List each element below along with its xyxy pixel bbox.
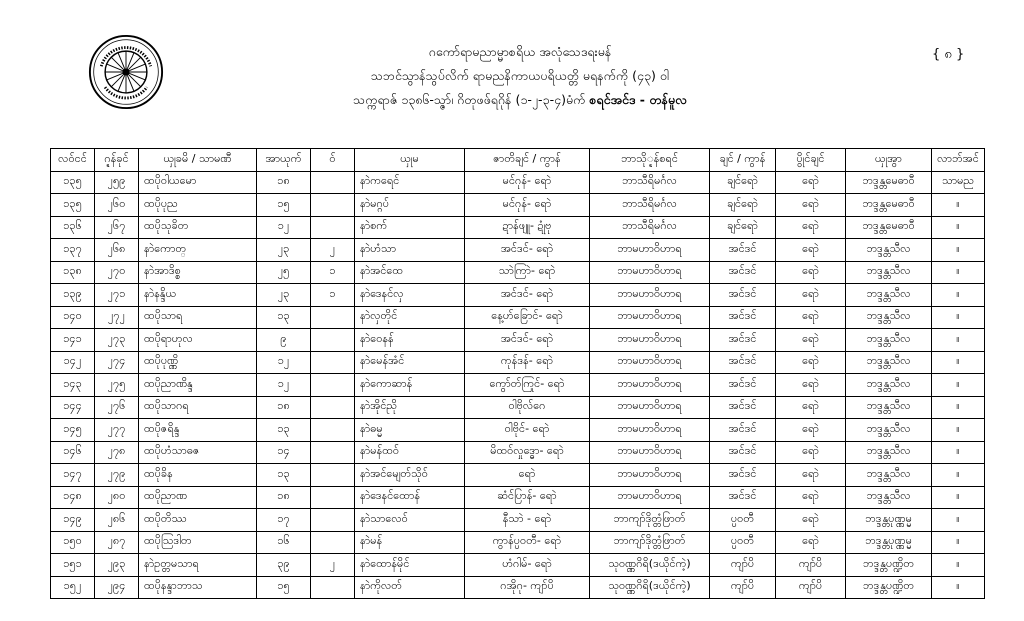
table-cell: ရောဲ <box>776 441 846 464</box>
table-cell: အင်ဒင်- ရောဲ <box>465 239 590 262</box>
table-cell: ရောဲ <box>776 351 846 374</box>
table-cell: ။ <box>932 306 985 329</box>
column-header: ဘာသို္ဍန်စရင် <box>590 149 710 172</box>
table-cell: ဝါဗိုလ်ဂေ <box>465 396 590 419</box>
table-cell: ရောဲ <box>776 486 846 509</box>
table-cell: ထပိုခိန <box>139 464 257 487</box>
table-cell: နာဲထောန်မိုင် <box>355 554 465 577</box>
table-cell: ရောဲ <box>776 306 846 329</box>
table-cell: အင်ဒင် <box>710 239 776 262</box>
table-cell: နာဲမေန်အံင် <box>355 351 465 374</box>
table-cell: ဘဒ္ဒန္တသီလ <box>846 486 932 509</box>
column-header: လာဘ်အင် <box>932 149 985 172</box>
table-cell: ထပိုသြဒါတ <box>139 531 257 554</box>
table-cell: ဘဒ္ဒန္တသီလ <box>846 419 932 442</box>
table-cell: ဘဒ္ဒန္တပဏ္ဍိတ <box>846 576 932 599</box>
table-cell: ရောဲ <box>776 329 846 352</box>
table-cell: ဘာမဟာဝိဟာရ <box>590 351 710 374</box>
table-cell: ။ <box>932 329 985 352</box>
table-cell: ၁၂ <box>257 351 311 374</box>
table-cell: သာမည <box>932 171 985 194</box>
table-cell: ။ <box>932 531 985 554</box>
table-cell: ဘဒ္ဒန္တမေဓာဝီ <box>846 194 932 217</box>
table-cell: ၁၇ <box>257 509 311 532</box>
column-header: ယှုခမိ / သာမဏီ <box>139 149 257 172</box>
table-row <box>51 509 985 532</box>
table-cell: ဘာမဟာဝိဟာရ <box>590 486 710 509</box>
table-cell: ၁၅၂ <box>51 576 95 599</box>
table-cell: ၁၃ <box>257 419 311 442</box>
table-cell: ဘာသီရိမင်္ဂလ <box>590 216 710 239</box>
table-row <box>51 216 985 239</box>
table-cell: ၁၃၉ <box>51 284 95 307</box>
table-cell: ၂၇၉ <box>95 464 139 487</box>
table-cell: နာဲဓမ္မ <box>355 419 465 442</box>
table-cell: ၁၅ <box>257 576 311 599</box>
table-cell: ။ <box>932 239 985 262</box>
table-cell: နာဲကရေင် <box>355 171 465 194</box>
table-cell: ။ <box>932 216 985 239</box>
table-cell: ဘဒ္ဒန္တသီလ <box>846 329 932 352</box>
table-cell: ဘာမဟာဝိဟာရ <box>590 261 710 284</box>
table-cell: ၂၇၆ <box>95 396 139 419</box>
table-cell: ရောဲ <box>776 374 846 397</box>
table-cell: နာဲဟံသာ <box>355 239 465 262</box>
table-cell: ၁၈ <box>257 486 311 509</box>
table-cell: ၁၃၅ <box>51 194 95 217</box>
table-cell: ဝါဗိုင်- ရောဲ <box>465 419 590 442</box>
column-header: ယှုမ <box>355 149 465 172</box>
table-cell: အင်ဒင် <box>710 419 776 442</box>
table-row <box>51 194 985 217</box>
table-cell <box>311 306 355 329</box>
table-cell: အင်ဒင် <box>710 486 776 509</box>
table-row <box>51 284 985 307</box>
table-cell: ဘာမဟာဝိဟာရ <box>590 306 710 329</box>
table-cell: ထပိုပုည <box>139 194 257 217</box>
table-cell: ဂအိုဂု- ကျာ်ပိ <box>465 576 590 599</box>
table-cell: ရောဲ <box>776 396 846 419</box>
page-number: { ၈ } <box>932 47 965 62</box>
table-cell: ၁၃ <box>257 464 311 487</box>
table-cell: ရောဲ <box>776 194 846 217</box>
table-cell: ။ <box>932 509 985 532</box>
table-cell: နာဲကောဆာန် <box>355 374 465 397</box>
table-row <box>51 351 985 374</box>
table-cell: ၂၇၈ <box>95 441 139 464</box>
table-cell: ဍာန်ဖျူ- ဍုံဗု <box>465 216 590 239</box>
table-cell: ၂၇၂ <box>95 306 139 329</box>
table-cell: ၂၇၇ <box>95 419 139 442</box>
table-cell: ကျာ်ပိ <box>776 554 846 577</box>
table-cell: ဘာမဟာဝိဟာရ <box>590 419 710 442</box>
table-cell: ၂၆၇ <box>95 216 139 239</box>
table-cell: ၂၇၁ <box>95 284 139 307</box>
table-cell: ၁၂ <box>257 216 311 239</box>
table-cell: နာဲကိုလတ် <box>355 576 465 599</box>
table-cell: ရောဲ <box>776 509 846 532</box>
table-cell: ၁၄၇ <box>51 464 95 487</box>
table-row <box>51 464 985 487</box>
table-cell: ရောဲ <box>776 171 846 194</box>
table-cell: အင်ဒင် <box>710 374 776 397</box>
table-cell <box>311 374 355 397</box>
table-cell: အင်ဒင်- ရောဲ <box>465 329 590 352</box>
table-cell: ထပိုသုခိတ <box>139 216 257 239</box>
table-cell: အင်ဒင်- ရောဲ <box>465 284 590 307</box>
table-cell: နာဲမန်ထဝ် <box>355 441 465 464</box>
table-cell: နာဲသာလေဝ် <box>355 509 465 532</box>
table-header-row <box>51 149 985 172</box>
table-cell: ၁၄၄ <box>51 396 95 419</box>
table-cell: ၁၃၆ <box>51 216 95 239</box>
seal-spoke <box>129 57 141 69</box>
column-header: ဇာတိချင် / ကွာန် <box>465 149 590 172</box>
table-cell: ကွော်တ်ကြုင်- ရောဲ <box>465 374 590 397</box>
table-cell: ၁ <box>311 261 355 284</box>
dharma-wheel-seal-icon <box>88 34 164 110</box>
table-cell: ဘာကျာ်ဒိုတ္တံဖြာတ် <box>590 531 710 554</box>
table-cell: ရောဲ <box>776 216 846 239</box>
register-table <box>50 148 985 599</box>
table-cell: ထပိုရာဟုလ <box>139 329 257 352</box>
table-cell: ထပိုနန္ဒာဘာသ <box>139 576 257 599</box>
table-cell: ကျာ်ပိ <box>710 554 776 577</box>
table-cell <box>311 329 355 352</box>
seal-spoke <box>127 53 134 69</box>
table-cell: ဘာမဟာဝိဟာရ <box>590 239 710 262</box>
table-cell: ဘာမဟာဝိဟာရ <box>590 329 710 352</box>
table-cell: အင်ဒင် <box>710 464 776 487</box>
table-cell <box>311 216 355 239</box>
table-cell: ဘာကျာ်ဒိုတ္တံဖြာတ် <box>590 509 710 532</box>
table-cell: ၁၅၁ <box>51 554 95 577</box>
table-cell: အင်ဒင် <box>710 441 776 464</box>
table-cell: ။ <box>932 374 985 397</box>
table-cell: ၂၇၃ <box>95 329 139 352</box>
seal-spoke <box>127 76 134 92</box>
table-cell: သုဝဏ္ဏဂိရိ(ဒယိုင်ကဲ့) <box>590 576 710 599</box>
table-cell: ဘာသီရိမင်္ဂလ <box>590 194 710 217</box>
table-cell: ဘဒ္ဒန္တပဏ္ဍိတ <box>846 554 932 577</box>
table-cell: ၁၈ <box>257 171 311 194</box>
header-line-3 <box>200 88 840 112</box>
table-cell: သာဲကြာဲ- ရောဲ <box>465 261 590 284</box>
table-cell: ဘဒ္ဒန္တသီလ <box>846 306 932 329</box>
table-cell: ဘဒ္ဒန္တသီလ <box>846 396 932 419</box>
table-cell: ၂၉၃ <box>95 554 139 577</box>
table-row <box>51 486 985 509</box>
table-cell <box>311 464 355 487</box>
table-cell: ၂၅ <box>257 261 311 284</box>
table-cell: ၂၇၅ <box>95 374 139 397</box>
table-cell: ဘဒ္ဒန္တမေဓာဝီ <box>846 216 932 239</box>
column-header: ဂ္ဍန်ခုင် <box>95 149 139 172</box>
table-row <box>51 374 985 397</box>
table-row <box>51 554 985 577</box>
seal-spoke <box>129 75 141 87</box>
table-cell: ။ <box>932 554 985 577</box>
table-cell: မိထဝ်လှုဒ္ဓော- ရောဲ <box>465 441 590 464</box>
table-cell <box>311 531 355 554</box>
table-cell: အင်ဒင် <box>710 306 776 329</box>
seal-spoke <box>130 64 146 71</box>
table-cell: ထပိုတိဿ <box>139 509 257 532</box>
table-cell: သုဝဏ္ဏဂိရိ(ဒယိုင်ကဲ့) <box>590 554 710 577</box>
table-cell: ဘာမဟာဝိဟာရ <box>590 374 710 397</box>
table-cell <box>311 194 355 217</box>
table-row <box>51 441 985 464</box>
table-cell: ထပိုဇရိန္ဒ <box>139 419 257 442</box>
table-cell: ၁၅၀ <box>51 531 95 554</box>
table-cell: ၁၆ <box>257 531 311 554</box>
table-cell: ဘဒ္ဒန္တသီလ <box>846 239 932 262</box>
table-cell: ထပိုသာရ <box>139 306 257 329</box>
table-cell: ကွာန်ပ္ပဝတီ- ရောဲ <box>465 531 590 554</box>
table-cell: ။ <box>932 486 985 509</box>
table-cell: နာဲကောတ္ <box>139 239 257 262</box>
table-cell: ၁၂ <box>257 374 311 397</box>
table-cell: ၂၆၈ <box>95 239 139 262</box>
table-cell: ထပိုပုဏ္ဏိ <box>139 351 257 374</box>
table-cell: ချင်ရောဲ <box>710 194 776 217</box>
table-cell: ဘဒ္ဒန္တသီလ <box>846 351 932 374</box>
table-cell: ဘာမဟာဝိဟာရ <box>590 441 710 464</box>
table-cell: ဟံဂါမ်- ရောဲ <box>465 554 590 577</box>
table-cell: ။ <box>932 464 985 487</box>
seal-spoke <box>111 75 123 87</box>
table-cell: ဘာမဟာဝိဟာရ <box>590 464 710 487</box>
seal-spoke <box>130 73 146 80</box>
table-cell: နာဲအိုင်ညို <box>355 396 465 419</box>
table-row <box>51 239 985 262</box>
table-cell: ၂၈၆ <box>95 509 139 532</box>
table-cell: ။ <box>932 419 985 442</box>
document-header <box>200 40 840 112</box>
table-cell: ဘဒ္ဒန္တပုဏ္ဏမ္မ <box>846 509 932 532</box>
table-cell: ထပိုဝါယမော <box>139 171 257 194</box>
table-cell: ၁၄၁ <box>51 329 95 352</box>
table-cell: နာဲအာဒိစ္စ <box>139 261 257 284</box>
table-cell: ရောဲ <box>776 261 846 284</box>
table-cell: ထပိုညာဏ <box>139 486 257 509</box>
table-cell <box>311 509 355 532</box>
table-cell: ၁၃၈ <box>51 261 95 284</box>
table-cell: ချင်ရောဲ <box>710 171 776 194</box>
table-row <box>51 306 985 329</box>
table-cell <box>311 486 355 509</box>
seal-spoke <box>107 64 123 71</box>
header-line-3-bold: စရင်အင်ဒ - တန်မူလ <box>589 92 687 107</box>
table-cell: အင်ဒင် <box>710 284 776 307</box>
table-cell: နာဲအင်ထေ <box>355 261 465 284</box>
table-cell: အင်ဒင် <box>710 261 776 284</box>
table-cell: ကုန်ဒန်- ရောဲ <box>465 351 590 374</box>
table-cell: ၁၈ <box>257 396 311 419</box>
seal-spoke <box>118 53 125 69</box>
table-cell: ။ <box>932 441 985 464</box>
table-cell: ။ <box>932 396 985 419</box>
column-header: ပွိုင်ချင် <box>776 149 846 172</box>
table-cell: နာဲဥတ္တမသာရ <box>139 554 257 577</box>
table-cell: ၁၄၉ <box>51 509 95 532</box>
table-cell: နာဲမဂ္ဂပ် <box>355 194 465 217</box>
table-cell: ၂၈၀ <box>95 486 139 509</box>
table-cell: ၁၃ <box>257 306 311 329</box>
table-cell: နာဲအင်မျေတ်သိုဝ် <box>355 464 465 487</box>
table-cell <box>311 419 355 442</box>
table-row <box>51 329 985 352</box>
table-cell <box>311 171 355 194</box>
table-cell: ရောဲ <box>465 464 590 487</box>
table-cell: ဘဒ္ဒန္တပုဏ္ဏမ္မ <box>846 531 932 554</box>
table-cell: ဘဒ္ဒန္တသီလ <box>846 374 932 397</box>
table-cell: နာဲမန် <box>355 531 465 554</box>
table-cell: ၂၃ <box>257 239 311 262</box>
table-row <box>51 171 985 194</box>
seal-spoke <box>118 76 125 92</box>
table-cell: မင်ဂုန်- ရောဲ <box>465 171 590 194</box>
table-cell: ၁၄၆ <box>51 441 95 464</box>
table-cell: ရောဲ <box>776 284 846 307</box>
table-cell: ဘာမဟာဝိဟာရ <box>590 284 710 307</box>
table-cell: နာဲဒေနင်ထောန် <box>355 486 465 509</box>
table-cell: ၂၆၀ <box>95 194 139 217</box>
table-cell: ၁၄၂ <box>51 351 95 374</box>
table-cell: ၁၄၀ <box>51 306 95 329</box>
table-cell: ရောဲ <box>776 419 846 442</box>
table-cell: ကျာ်ပိ <box>776 576 846 599</box>
table-cell: ပ္ပဝတီ <box>710 531 776 554</box>
table-row <box>51 531 985 554</box>
table-cell: ဘဒ္ဒန္တသီလ <box>846 441 932 464</box>
table-cell: ဆံင်ပြာန်- ရောဲ <box>465 486 590 509</box>
column-header: လဝ်ငင် <box>51 149 95 172</box>
table-cell: ။ <box>932 261 985 284</box>
table-cell: ရောဲ <box>776 531 846 554</box>
table-cell <box>311 351 355 374</box>
column-header: ယှုအွာ <box>846 149 932 172</box>
table-cell: ၂၇၄ <box>95 351 139 374</box>
table-cell: ။ <box>932 284 985 307</box>
table-cell <box>311 396 355 419</box>
table-cell: ထပိုသာဂရ <box>139 396 257 419</box>
column-header: အာယုက် <box>257 149 311 172</box>
table-cell: ၃၉ <box>257 554 311 577</box>
table-cell: ၂ <box>311 554 355 577</box>
table-cell: ။ <box>932 194 985 217</box>
header-line-1: ဂကော်ရာမညာမ္မာစရိယ အလုံသေဒရးမန် <box>428 44 612 59</box>
table-cell: ရောဲ <box>776 464 846 487</box>
header-line-2: သဘင်သွာန်သွပ်လိက် ရာမညနိကာယပရိယတ္တိ မရနက်ကို (၄၃) ဝါ <box>370 68 670 83</box>
table-cell: ၁၄ <box>257 441 311 464</box>
table-cell: ။ <box>932 351 985 374</box>
table-cell: ရောဲ <box>776 239 846 262</box>
table-row <box>51 261 985 284</box>
table-cell: ၂၇၀ <box>95 261 139 284</box>
table-cell: ၁၅ <box>257 194 311 217</box>
table-cell: ၁၃၅ <box>51 171 95 194</box>
table-cell: ချင်ရောဲ <box>710 216 776 239</box>
table-row <box>51 419 985 442</box>
table-cell: ကျာ်ပိ <box>710 576 776 599</box>
table-cell: နာဲစက် <box>355 216 465 239</box>
table-row <box>51 396 985 419</box>
table-cell <box>311 576 355 599</box>
table-cell: မင်ဂုန်- ရောဲ <box>465 194 590 217</box>
table-cell: ၂ <box>311 239 355 262</box>
table-cell: ၂၃ <box>257 284 311 307</box>
table-cell: အင်ဒင် <box>710 396 776 419</box>
table-cell: ဘဒ္ဒန္တသီလ <box>846 464 932 487</box>
table-cell: ဘဒ္ဒန္တသီလ <box>846 284 932 307</box>
table-cell: ၂၈၇ <box>95 531 139 554</box>
table-cell: နာဲဝေနန် <box>355 329 465 352</box>
seal-spoke <box>107 73 123 80</box>
table-cell: ဘဒ္ဒန္တမေဓာဝီ <box>846 171 932 194</box>
table-cell: နာဲလှတိုင် <box>355 306 465 329</box>
table-row <box>51 576 985 599</box>
table-cell: ၉ <box>257 329 311 352</box>
table-cell: ၁ <box>311 284 355 307</box>
table-cell: နာဲနန္ဒိယ <box>139 284 257 307</box>
table-cell: နေ့ဟ်ခြောင်- ရောဲ <box>465 306 590 329</box>
table-cell: ဘဒ္ဒန္တသီလ <box>846 261 932 284</box>
table-cell <box>311 441 355 464</box>
table-cell: အင်ဒင် <box>710 351 776 374</box>
table-cell: ၁၃၇ <box>51 239 95 262</box>
column-header: ချင် / ကွာန် <box>710 149 776 172</box>
header-line-3-prefix: သက္ကရာဇ် ၁၃၈၆-သ္ဇာ်၊ ဂိတုဖဖ်ရဂိုန် (၁-၂-၃-၄)မံက် <box>353 92 586 107</box>
seal-spoke <box>111 57 123 69</box>
table-cell: ဘာမဟာဝိဟာရ <box>590 396 710 419</box>
table-cell: ဘာသီရိမင်္ဂလ <box>590 171 710 194</box>
table-cell: ပ္ပဝတီ <box>710 509 776 532</box>
table-cell: ထပိုဟံသာဓဇ <box>139 441 257 464</box>
table-cell: ၂၉၄ <box>95 576 139 599</box>
table-cell: ၁၄၃ <box>51 374 95 397</box>
table-cell: နီသာဲ - ရောဲ <box>465 509 590 532</box>
table-cell: အင်ဒင် <box>710 329 776 352</box>
table-cell: ထပိုညာဏိန္ဒ <box>139 374 257 397</box>
column-header: ဝ် <box>311 149 355 172</box>
table-cell: ၁၄၅ <box>51 419 95 442</box>
table-cell: နာဲဒေနင်လှ <box>355 284 465 307</box>
table-cell: ၁၄၈ <box>51 486 95 509</box>
table-cell: ၂၅၉ <box>95 171 139 194</box>
table-cell: ။ <box>932 576 985 599</box>
